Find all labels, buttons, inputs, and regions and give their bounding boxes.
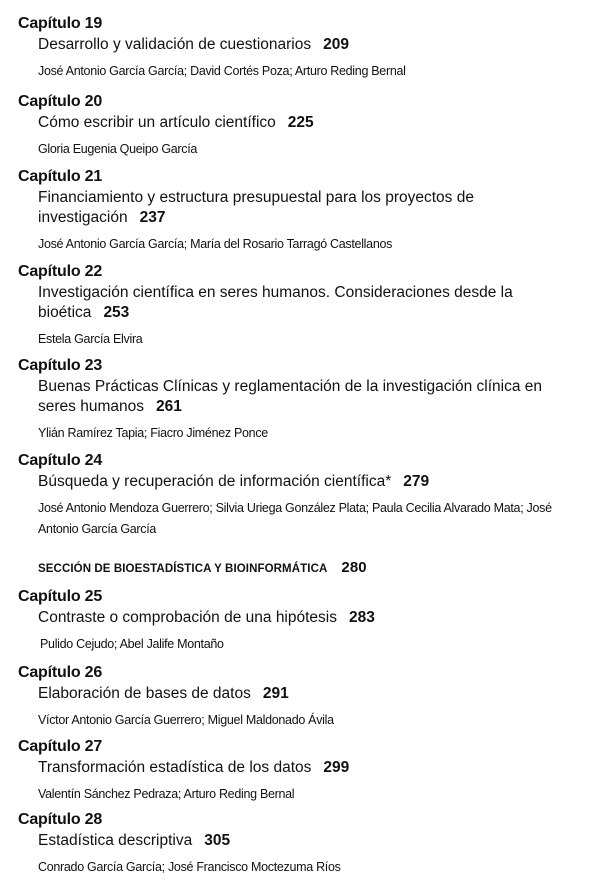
chapter-title [18,188,538,228]
toc-entry-chapter-21 [18,167,588,255]
page-number: 237 [139,209,166,226]
toc-entry-chapter-28 [18,810,588,878]
toc-entry-chapter-24 [18,451,588,540]
chapter-title [18,608,588,628]
chapter-number: Capítulo 19 [18,15,103,32]
chapter-authors: Ylián Ramírez Tapia; Fiacro Jiménez Ponce [38,426,268,440]
chapter-title [18,758,588,778]
page-number: 279 [403,473,430,490]
chapter-title [18,377,578,417]
chapter-title-text: Financiamiento y estructura presupuestal para los proyectos de investigación [38,189,474,226]
page-number: 291 [262,685,289,702]
section-heading [38,559,367,576]
toc-entry-chapter-27 [18,737,588,805]
page-number: 283 [349,609,375,626]
chapter-title-text: Elaboración de bases de datos [38,685,251,702]
chapter-authors: José Antonio Mendoza Guerrero; Silvia Uriega González Plata; Paula Cecilia Alvarado Mata; José Antonio García García [38,501,552,536]
chapter-title-text: Búsqueda y recuperación de información científica* [38,473,392,490]
section-title: SECCIÓN DE BIOESTADÍSTICA Y BIOINFORMÁTICA [38,563,328,575]
chapter-title-text: Cómo escribir un artículo científico [38,114,276,131]
section-page-number: 280 [341,559,367,576]
chapter-title [18,35,588,55]
page-number: 253 [103,304,130,321]
toc-entry-chapter-19 [18,14,588,82]
page-number: 225 [287,114,314,131]
chapter-title-text: Desarrollo y validación de cuestionarios [38,36,312,53]
toc-entry-chapter-20 [18,92,588,160]
chapter-number: Capítulo 24 [18,452,103,469]
page-number: 299 [323,759,350,776]
chapter-number: Capítulo 23 [18,357,103,374]
chapter-number: Capítulo 22 [18,263,103,280]
chapter-authors: Víctor Antonio García Guerrero; Miguel Maldonado Ávila [38,713,334,727]
toc-entry-chapter-23 [18,356,588,444]
toc-entry-chapter-26 [18,663,588,731]
chapter-title-text: Contraste o comprobación de una hipótesis [38,609,337,626]
chapter-number: Capítulo 28 [18,811,103,828]
chapter-authors: Estela García Elvira [38,332,143,346]
chapter-number: Capítulo 20 [18,93,103,110]
chapter-title [18,684,588,704]
chapter-title-text: Buenas Prácticas Clínicas y reglamentación de la investigación clínica en seres humanos [38,378,543,415]
chapter-authors: José Antonio García García; María del Rosario Tarragó Castellanos [38,237,393,251]
page-number: 209 [323,36,349,53]
chapter-title-text: Investigación científica en seres humanos. Consideraciones desde la bioética [38,284,513,321]
chapter-authors: Valentín Sánchez Pedraza; Arturo Reding Bernal [38,787,295,801]
page-number: 261 [155,398,182,415]
toc-entry-chapter-22 [18,262,588,350]
toc-entry-chapter-25 [18,587,588,655]
chapter-title [18,113,588,133]
page-number: 305 [204,832,231,849]
chapter-title-text: Estadística descriptiva [38,832,193,849]
chapter-number: Capítulo 25 [18,588,103,605]
chapter-authors: Conrado García García; José Francisco Moctezuma Ríos [38,860,341,874]
chapter-title-text: Transformación estadística de los datos [38,759,312,776]
chapter-number: Capítulo 26 [18,664,103,681]
chapter-authors: Gloria Eugenia Queipo García [38,142,198,156]
chapter-authors: Pulido Cejudo; Abel Jalife Montaño [40,637,224,651]
chapter-number: Capítulo 27 [18,738,103,755]
chapter-number: Capítulo 21 [18,168,103,185]
chapter-authors: José Antonio García García; David Cortés Poza; Arturo Reding Bernal [38,64,406,78]
chapter-title [18,831,588,851]
chapter-title [18,283,558,323]
chapter-title [18,472,588,492]
